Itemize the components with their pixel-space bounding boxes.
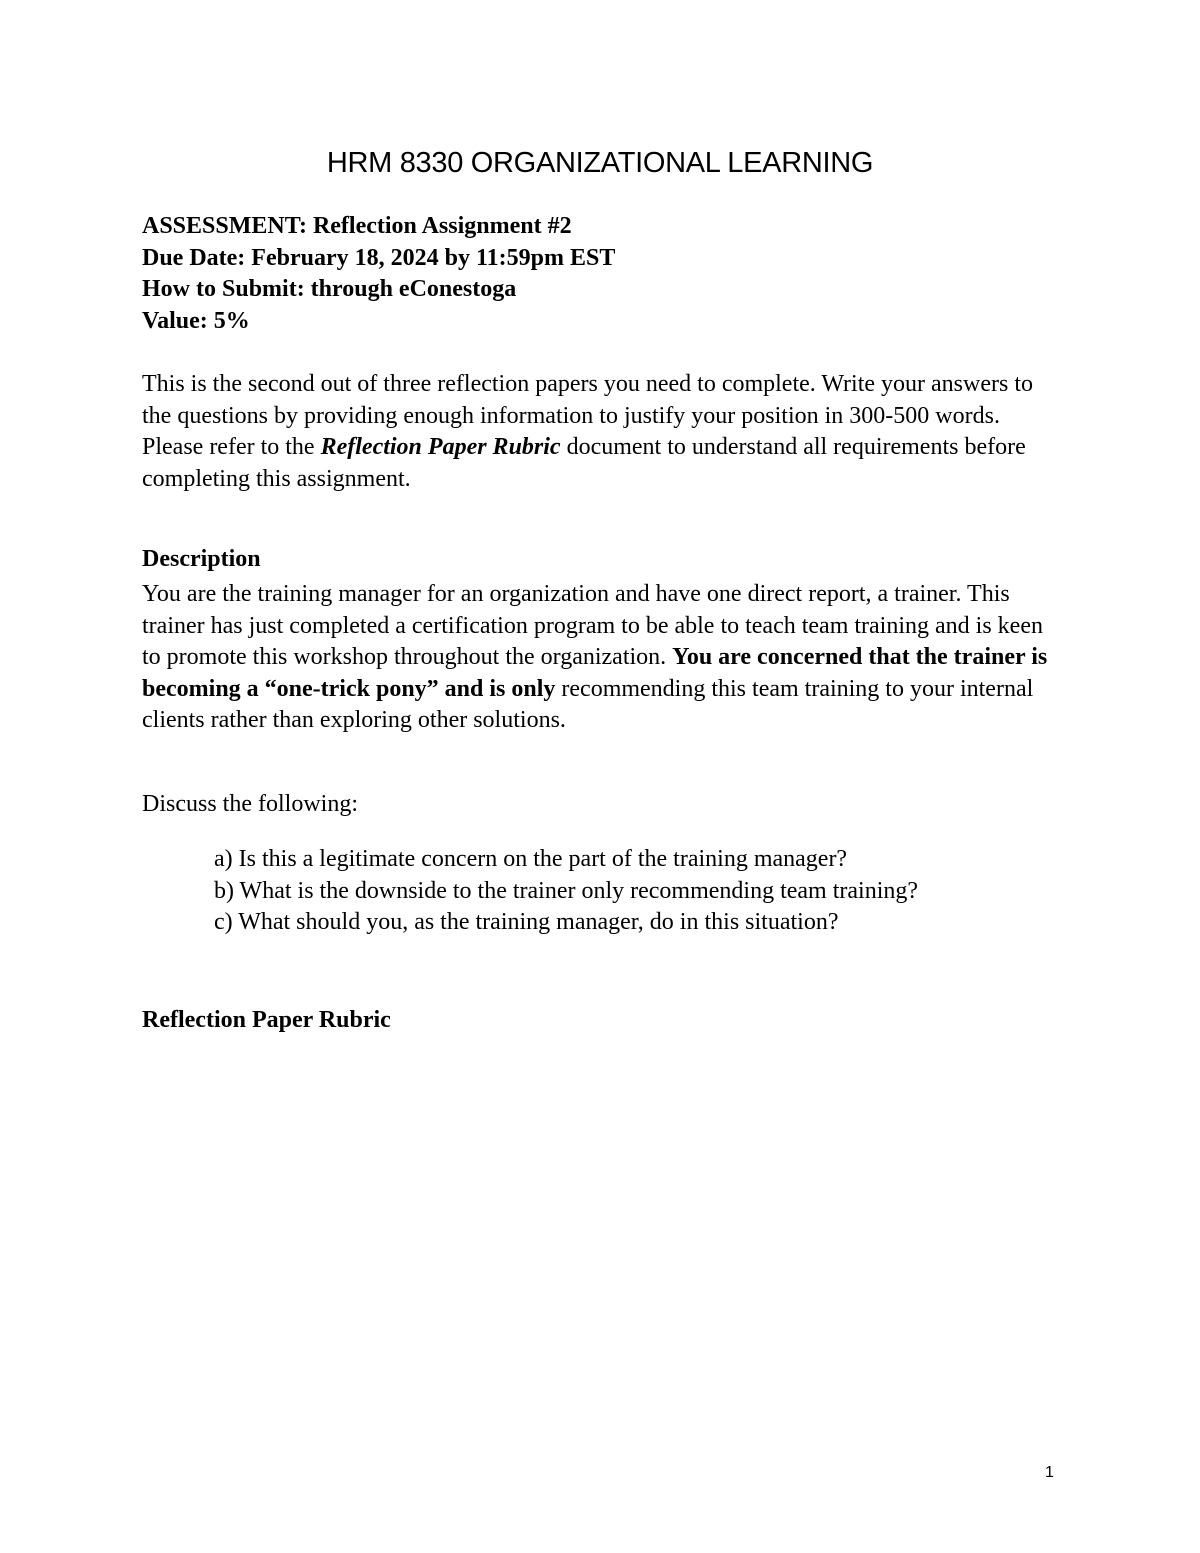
- description-heading: Description: [142, 546, 261, 572]
- submission-method: How to Submit: through eConestoga: [142, 276, 517, 302]
- page-number: 1: [1045, 1464, 1054, 1481]
- page-title: HRM 8330 ORGANIZATIONAL LEARNING: [326, 147, 874, 179]
- question-list: [214, 844, 1094, 939]
- question-item: a) Is this a legitimate concern on the part of the training manager?: [214, 846, 848, 872]
- rubric-reference: Reflection Paper Rubric: [320, 434, 561, 460]
- due-date: Due Date: February 18, 2024 by 11:59pm EST: [142, 244, 616, 271]
- discuss-intro: Discuss the following:: [142, 791, 358, 817]
- description-text-end: recommending this team training to your internal clients rather than exploring other solutions.: [142, 675, 1034, 733]
- description-paragraph: [142, 579, 1062, 737]
- question-item: b) What is the downside to the trainer only recommending team training?: [214, 877, 919, 904]
- assessment-value: Value: 5%: [142, 307, 250, 334]
- assessment-name: ASSESSMENT: Reflection Assignment #2: [142, 213, 572, 239]
- intro-text-start: This is the second out of three reflection papers you need to complete. Write your answers to the questions by providing enough information to justify your position in 300-500 words. Please refer to the: [142, 371, 1033, 460]
- intro-text-end: document to understand all requirements before completing this assignment.: [142, 434, 1026, 492]
- description-emphasis: You are concerned that the trainer is becoming a “one-trick pony” and is only: [142, 644, 1048, 702]
- question-item: c) What should you, as the training manager, do in this situation?: [214, 909, 839, 935]
- rubric-heading: Reflection Paper Rubric: [142, 1007, 391, 1033]
- intro-paragraph: [142, 369, 1062, 495]
- assessment-details: [142, 211, 1062, 337]
- description-text-start: You are the training manager for an organization and have one direct report, a trainer. This trainer has just completed a certification program to be able to teach team training and is keen to promote this workshop throughout the organization.: [142, 581, 1043, 670]
